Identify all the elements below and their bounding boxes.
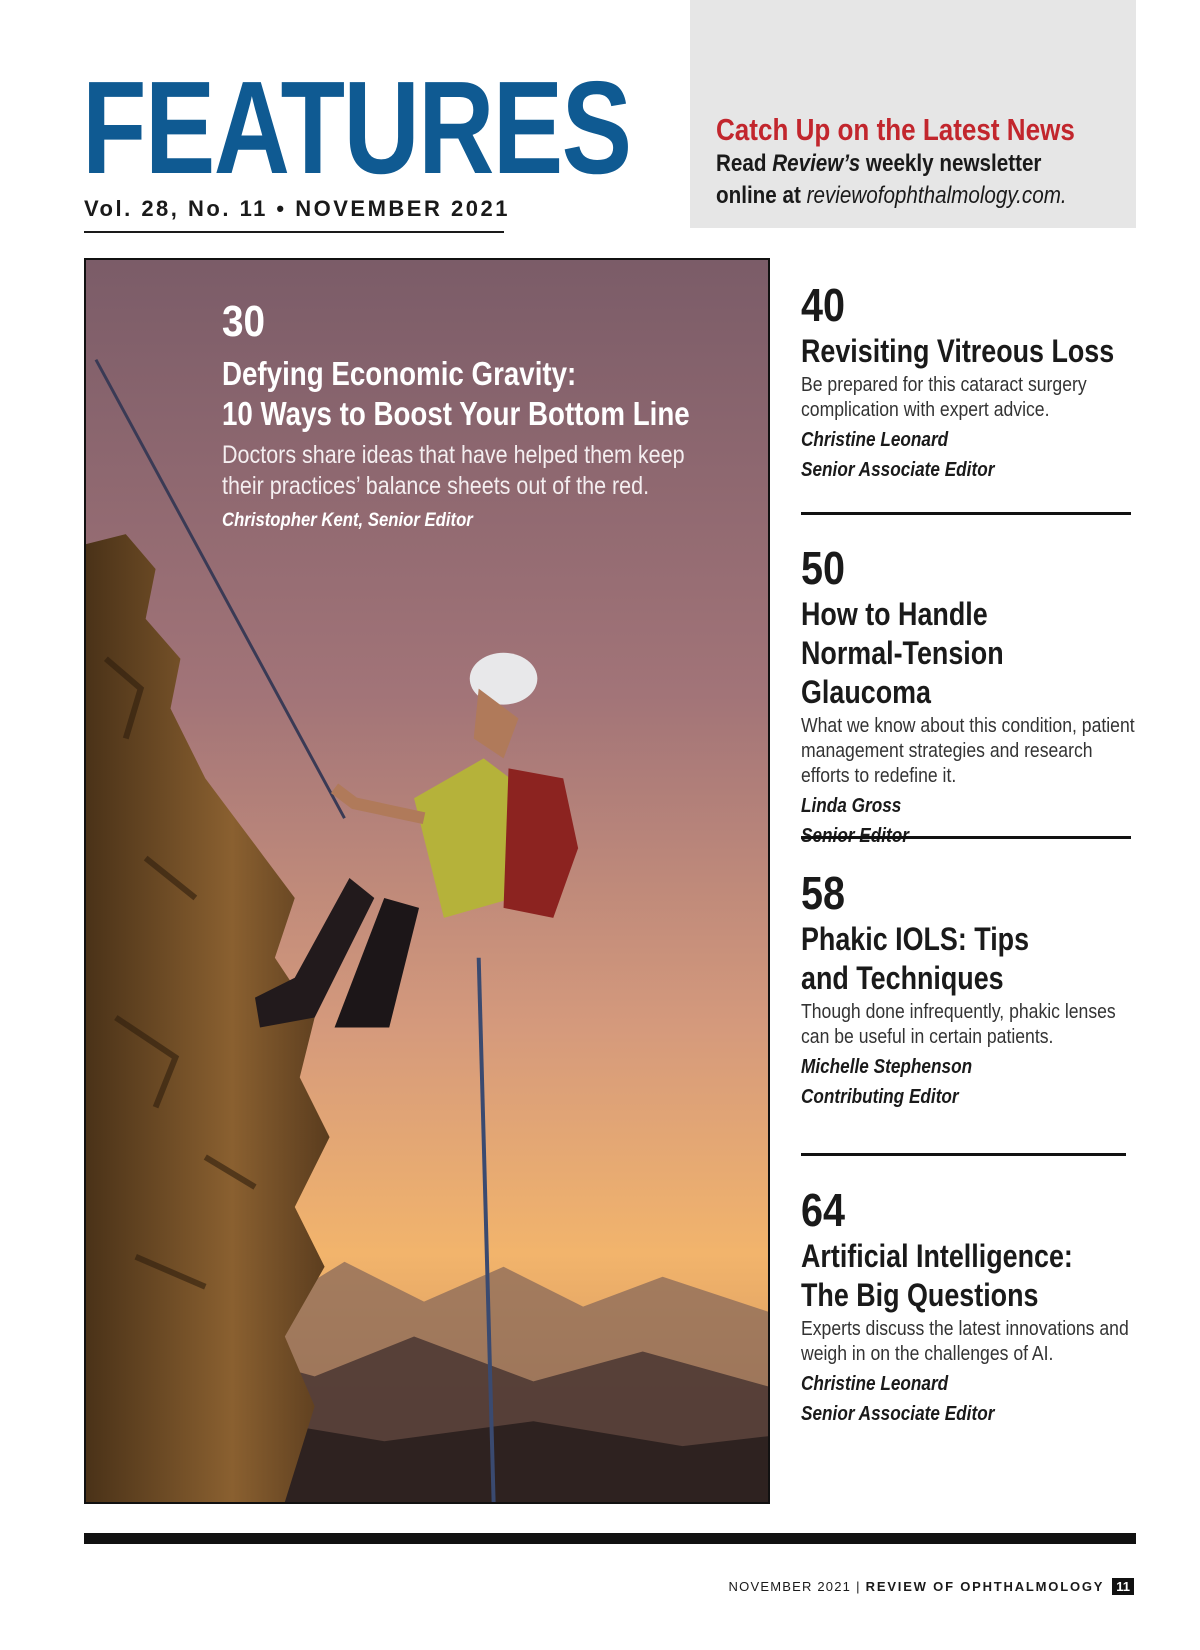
feature-author: Christine Leonard — [801, 429, 949, 451]
feature-page-number: 50 — [801, 542, 846, 594]
lead-description: Doctors share ideas that have helped them keep their practices’ balance sheets out of the red. — [222, 441, 685, 500]
feature-description: Though done infrequently, phakic lenses can be useful in certain patients. — [801, 1001, 1116, 1048]
page-footer — [729, 1578, 1134, 1595]
lead-feature[interactable] — [222, 297, 722, 532]
feature-author: Christine Leonard — [801, 1373, 949, 1395]
newsletter-link[interactable]: reviewofophthalmology.com — [806, 182, 1061, 209]
feature-title: Artificial Intelligence: The Big Questions — [801, 1238, 1073, 1313]
page-number-badge: 11 — [1112, 1578, 1134, 1595]
news-line-2: online at reviewofophthalmology.com. — [716, 182, 1067, 209]
feature-item[interactable] — [801, 867, 1141, 1112]
lead-title: Defying Economic Gravity: 10 Ways to Boost Your Bottom Line — [222, 355, 690, 432]
news-promo-box — [690, 0, 1136, 228]
feature-item[interactable] — [801, 542, 1141, 851]
feature-description: Be prepared for this cataract surgery complication with expert advice. — [801, 374, 1087, 421]
feature-page-number: 58 — [801, 867, 846, 919]
page-title: FEATURES — [82, 54, 631, 201]
footer-publication: REVIEW OF OPHTHALMOLOGY — [865, 1579, 1105, 1594]
feature-description: Experts discuss the latest innovations and weigh in on the challenges of AI. — [801, 1318, 1129, 1365]
section-divider — [801, 512, 1131, 515]
news-line-1: Read Review’s weekly newsletter — [716, 150, 1042, 177]
feature-author-role: Contributing Editor — [801, 1086, 959, 1108]
feature-author-role: Senior Associate Editor — [801, 459, 995, 481]
footer-separator: | — [856, 1579, 861, 1594]
issue-underline — [84, 231, 504, 233]
feature-item[interactable] — [801, 279, 1141, 485]
footer-date: NOVEMBER 2021 — [728, 1579, 852, 1594]
section-divider — [801, 1153, 1126, 1156]
feature-title: Revisiting Vitreous Loss — [801, 333, 1115, 369]
feature-description: What we know about this condition, patient management strategies and research efforts to redefine it. — [801, 715, 1135, 787]
footer-rule — [84, 1533, 1136, 1544]
issue-info: Vol. 28, No. 11 • NOVEMBER 2021 — [84, 196, 510, 221]
feature-title: Phakic IOLS: Tips and Techniques — [801, 921, 1030, 996]
lead-author: Christopher Kent, Senior Editor — [222, 510, 473, 531]
lead-feature-photo[interactable] — [84, 258, 770, 1504]
feature-item[interactable] — [801, 1184, 1141, 1429]
feature-title: How to Handle Normal-Tension Glaucoma — [801, 596, 1004, 710]
feature-author-role: Senior Associate Editor — [801, 1403, 995, 1425]
lead-page-number: 30 — [222, 297, 266, 346]
feature-author: Linda Gross — [801, 795, 902, 817]
section-divider — [801, 836, 1131, 839]
feature-page-number: 40 — [801, 279, 846, 331]
feature-author: Michelle Stephenson — [801, 1056, 973, 1078]
feature-page-number: 64 — [801, 1184, 846, 1236]
news-headline: Catch Up on the Latest News — [716, 112, 1075, 147]
